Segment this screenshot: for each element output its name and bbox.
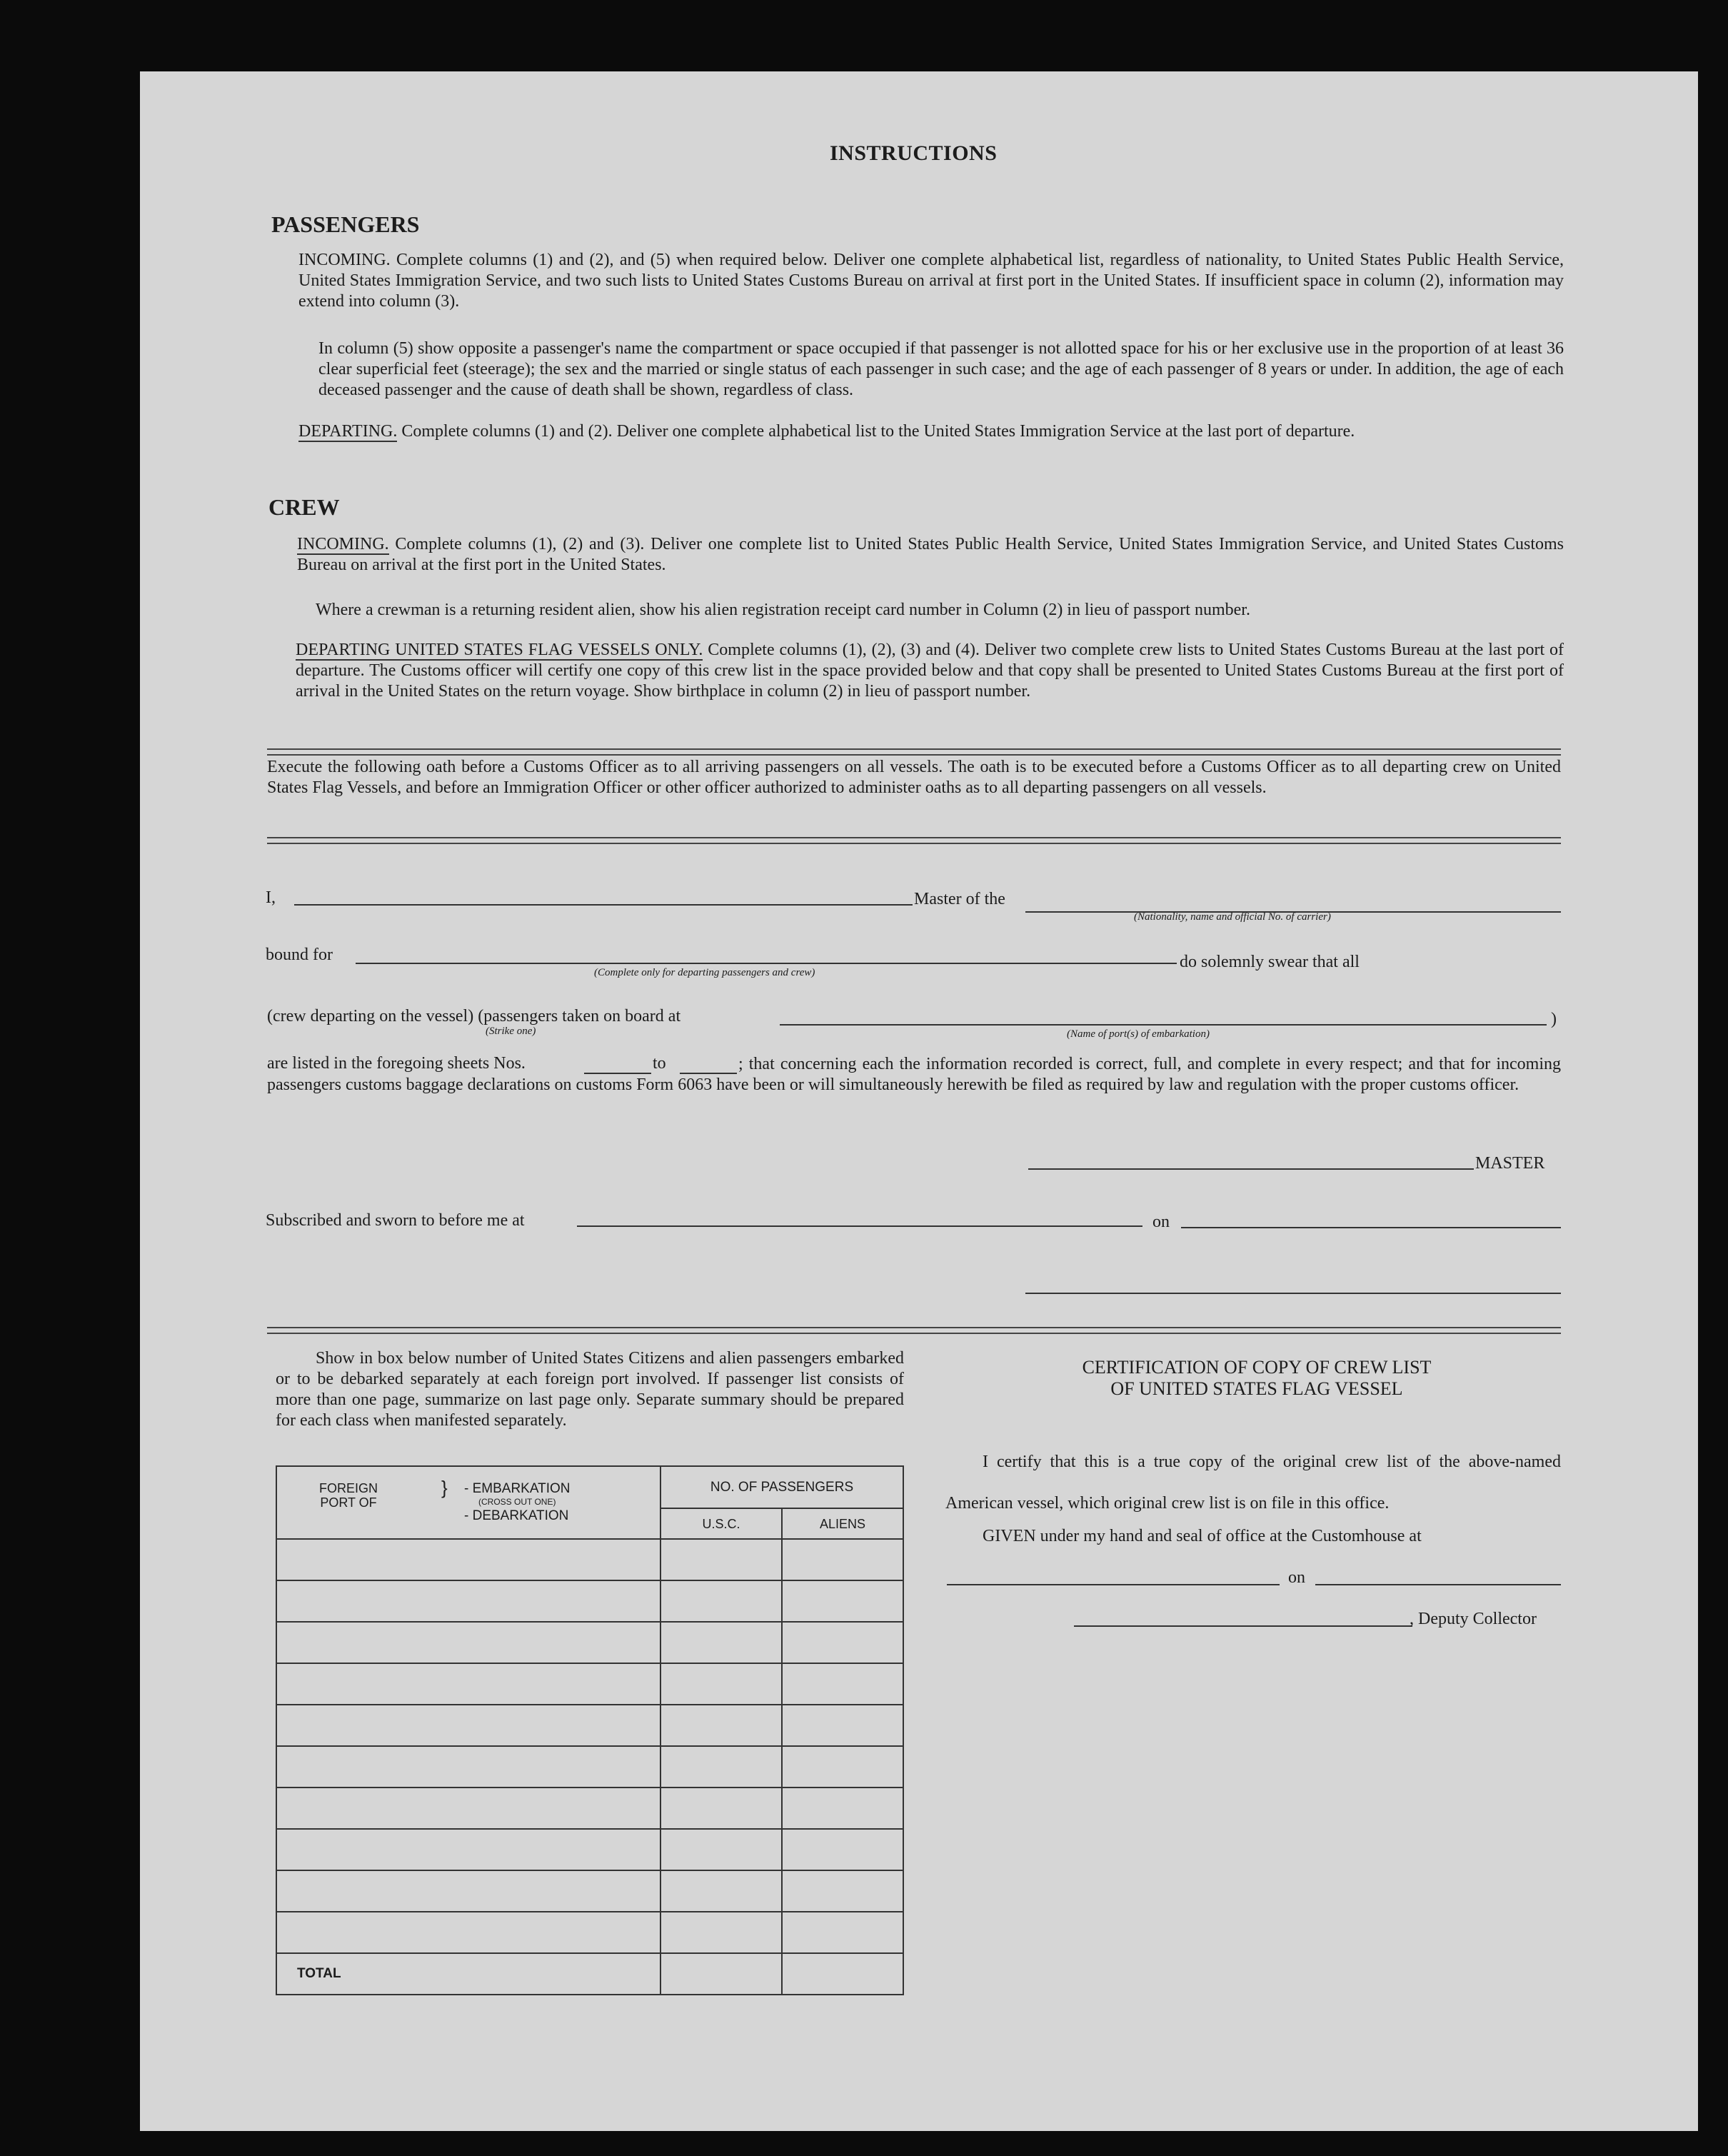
passengers-departing-label: DEPARTING. bbox=[298, 422, 398, 441]
table-row bbox=[276, 1580, 903, 1622]
usc-cell[interactable] bbox=[660, 1622, 782, 1663]
master-signature-field[interactable] bbox=[1028, 1168, 1474, 1170]
port-hint: (Name of port(s) of embarkation) bbox=[1067, 1028, 1210, 1040]
cross-out-one-label: (CROSS OUT ONE) bbox=[478, 1497, 556, 1507]
passengers-departing-text: Complete columns (1) and (2). Deliver one complete alphabetical list to the United States Immigration Service at the last port of departure. bbox=[401, 422, 1355, 441]
port-cell[interactable] bbox=[276, 1580, 660, 1622]
port-header-cell bbox=[276, 1466, 660, 1539]
aliens-cell[interactable] bbox=[782, 1870, 903, 1912]
aliens-cell[interactable] bbox=[782, 1746, 903, 1788]
sheets-to-label: to bbox=[653, 1054, 666, 1073]
total-row bbox=[276, 1953, 903, 1995]
aliens-total-cell[interactable] bbox=[782, 1953, 903, 1995]
usc-cell[interactable] bbox=[660, 1870, 782, 1912]
sworn-date-field[interactable] bbox=[1181, 1227, 1561, 1228]
table-row bbox=[276, 1829, 903, 1870]
certification-place-field[interactable] bbox=[947, 1584, 1280, 1585]
table-row bbox=[276, 1539, 903, 1580]
carrier-field-hint: (Nationality, name and official No. of carrier) bbox=[1134, 911, 1331, 923]
sworn-place-field[interactable] bbox=[577, 1225, 1142, 1227]
port-cell[interactable] bbox=[276, 1788, 660, 1829]
crew-incoming-paragraph bbox=[297, 534, 1564, 576]
aliens-cell[interactable] bbox=[782, 1912, 903, 1953]
oath-i-label: I, bbox=[266, 888, 276, 907]
crew-passengers-choice-label: (crew departing on the vessel) (passengers taken on board at bbox=[267, 1007, 681, 1026]
section-divider bbox=[267, 1327, 1561, 1334]
aliens-header: ALIENS bbox=[782, 1508, 903, 1539]
passengers-column5-paragraph: In column (5) show opposite a passenger's name the compartment or space occupied if that passenger is not allotted space for his or her exclusive use in the proportion of at least 36 clear superficial feet (steerage); the sex and the married or single status of each passenger in such case; and the age of each passenger of 8 years or under. In addition, the age of each deceased passenger and the cause of death shall be shown, regardless of class. bbox=[318, 339, 1564, 399]
usc-total-cell[interactable] bbox=[660, 1953, 782, 1995]
page-title: INSTRUCTIONS bbox=[830, 141, 998, 165]
port-cell[interactable] bbox=[276, 1705, 660, 1746]
crew-returning-resident-paragraph: Where a crewman is a returning resident alien, show his alien registration receipt card number in Column (2) in lieu of passport number. bbox=[316, 601, 1250, 619]
passengers-incoming-label: INCOMING. bbox=[298, 251, 391, 269]
port-cell[interactable] bbox=[276, 1912, 660, 1953]
bound-for-field[interactable] bbox=[356, 963, 1177, 964]
table-row bbox=[276, 1788, 903, 1829]
port-cell[interactable] bbox=[276, 1622, 660, 1663]
master-of-the-label: Master of the bbox=[914, 890, 1005, 908]
usc-cell[interactable] bbox=[660, 1746, 782, 1788]
table-row bbox=[276, 1746, 903, 1788]
section-divider bbox=[267, 837, 1561, 844]
solemnly-swear-label: do solemnly swear that all bbox=[1180, 953, 1360, 971]
aliens-cell[interactable] bbox=[782, 1580, 903, 1622]
passengers-incoming-paragraph bbox=[298, 250, 1564, 312]
crew-incoming-text: Complete columns (1), (2) and (3). Deliver one complete list to United States Public Health Service, United States Immigration Service, and United States Customs Bureau on arrival at the first port in the United States. bbox=[297, 535, 1564, 574]
table-row bbox=[276, 1870, 903, 1912]
embarkation-label: - EMBARKATION bbox=[464, 1481, 571, 1496]
port-cell[interactable] bbox=[276, 1829, 660, 1870]
port-cell[interactable] bbox=[276, 1870, 660, 1912]
passengers-departing-paragraph bbox=[298, 421, 1564, 442]
certification-date-field[interactable] bbox=[1315, 1584, 1561, 1585]
section-divider bbox=[267, 748, 1561, 756]
oath-instruction-paragraph: Execute the following oath before a Customs Officer as to all arriving passengers on all vessels. The oath is to be executed before a Customs Officer as to all departing crew on United States Flag Vessels, and before an Immigration Officer or other officer authorized to administer oaths as to all departing passengers on all vessels. bbox=[267, 758, 1561, 797]
crew-heading: CREW bbox=[268, 494, 340, 520]
aliens-cell[interactable] bbox=[782, 1788, 903, 1829]
debarkation-label: - DEBARKATION bbox=[464, 1508, 569, 1523]
strike-one-hint: (Strike one) bbox=[486, 1026, 536, 1037]
officer-signature-field[interactable] bbox=[1025, 1293, 1561, 1294]
usc-cell[interactable] bbox=[660, 1829, 782, 1870]
aliens-cell[interactable] bbox=[782, 1622, 903, 1663]
master-name-field[interactable] bbox=[294, 904, 913, 906]
port-cell[interactable] bbox=[276, 1539, 660, 1580]
passengers-heading: PASSENGERS bbox=[271, 211, 420, 237]
closing-paren: ) bbox=[1551, 1010, 1557, 1028]
table-row bbox=[276, 1663, 903, 1705]
oath-body-paragraph: ; that concerning each the information recorded is correct, full, and complete in every respect; and that for incoming passengers customs baggage declarations on customs Form 6063 have been or will simultaneously herewith be filed as required by law and regulation with the proper customs officer. bbox=[267, 1055, 1561, 1094]
usc-cell[interactable] bbox=[660, 1580, 782, 1622]
certification-text: I certify that this is a true copy of the original crew list of the above-named American vessel, which original crew list is on file in this office. bbox=[945, 1453, 1561, 1513]
table-row bbox=[276, 1622, 903, 1663]
brace-glyph: } bbox=[441, 1477, 448, 1498]
bound-for-hint: (Complete only for departing passengers and crew) bbox=[594, 967, 815, 978]
port-cell[interactable] bbox=[276, 1663, 660, 1705]
foreign-port-of-label: FOREIGN PORT OF bbox=[318, 1481, 378, 1510]
sheets-nos-label: are listed in the foregoing sheets Nos. bbox=[267, 1054, 526, 1073]
total-label: TOTAL bbox=[276, 1953, 660, 1995]
usc-cell[interactable] bbox=[660, 1912, 782, 1953]
port-cell[interactable] bbox=[276, 1746, 660, 1788]
sworn-on-label: on bbox=[1152, 1213, 1170, 1231]
aliens-cell[interactable] bbox=[782, 1705, 903, 1746]
usc-cell[interactable] bbox=[660, 1539, 782, 1580]
no-of-passengers-header: NO. OF PASSENGERS bbox=[660, 1466, 903, 1508]
aliens-cell[interactable] bbox=[782, 1539, 903, 1580]
crew-incoming-label: INCOMING. bbox=[297, 535, 389, 553]
master-label: MASTER bbox=[1475, 1154, 1545, 1173]
table-row bbox=[276, 1705, 903, 1746]
certification-title-line-2: OF UNITED STATES FLAG VESSEL bbox=[1110, 1378, 1403, 1399]
passengers-incoming-text: Complete columns (1) and (2), and (5) when required below. Deliver one complete alphabetical list, regardless of nationality, to United States Public Health Service, United States Immigration Service, and two such lists to United States Customs Bureau on arrival at first port in the United States. If insufficient space in column (2), information may extend into column (3). bbox=[298, 251, 1564, 311]
certification-title bbox=[957, 1357, 1557, 1400]
crew-departing-text: Complete columns (1), (2), (3) and (4). Deliver two complete crew lists to United States Customs Bureau at the last port of departure. The Customs officer will certify one copy of this crew list in the space provided below and that copy shall be presented to United States Customs Bureau at the first port of arrival in the United States on the return voyage. Show birthplace in column (2) in lieu of passport number. bbox=[296, 641, 1564, 701]
usc-cell[interactable] bbox=[660, 1663, 782, 1705]
bound-for-label: bound for bbox=[266, 946, 333, 964]
certification-title-line-1: CERTIFICATION OF COPY OF CREW LIST bbox=[1082, 1357, 1432, 1378]
table-row bbox=[276, 1912, 903, 1953]
usc-cell[interactable] bbox=[660, 1705, 782, 1746]
usc-cell[interactable] bbox=[660, 1788, 782, 1829]
port-of-embarkation-field[interactable] bbox=[780, 1024, 1547, 1026]
crew-departing-paragraph bbox=[296, 640, 1564, 702]
usc-header: U.S.C. bbox=[660, 1508, 782, 1539]
subscribed-label: Subscribed and sworn to before me at bbox=[266, 1211, 525, 1230]
deputy-collector-signature-field[interactable] bbox=[1074, 1625, 1412, 1627]
crew-departing-label: DEPARTING UNITED STATES FLAG VESSELS ONLY. bbox=[296, 641, 703, 659]
deputy-collector-label: , Deputy Collector bbox=[1410, 1610, 1537, 1628]
aliens-cell[interactable] bbox=[782, 1663, 903, 1705]
given-under-hand-text: GIVEN under my hand and seal of office at the Customhouse at bbox=[983, 1527, 1422, 1545]
summary-instruction-paragraph: Show in box below number of United States Citizens and alien passengers embarked or to be debarked separately at each foreign port involved. If passenger list consists of more than one page, summarize on last page only. Separate summary should be prepared for each class when manifested separately. bbox=[276, 1349, 904, 1430]
aliens-cell[interactable] bbox=[782, 1829, 903, 1870]
certification-on-label: on bbox=[1288, 1568, 1305, 1587]
passenger-summary-table bbox=[276, 1465, 904, 1995]
